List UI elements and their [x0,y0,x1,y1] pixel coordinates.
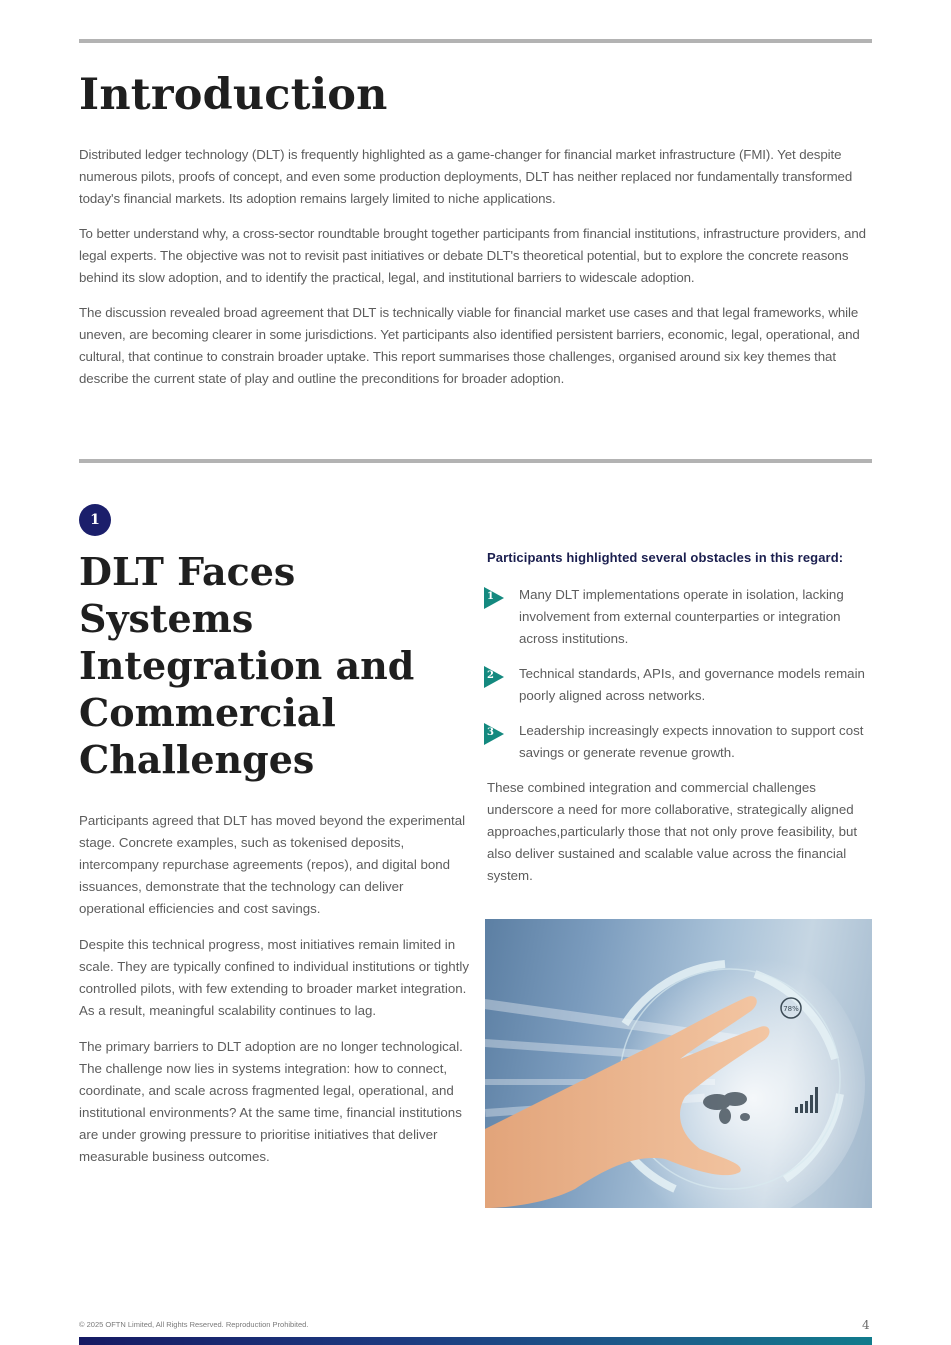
section-paragraph: Despite this technical progress, most initiatives remain limited in scale. They are typically confined to individual institutions or tightly controlled pilots, with few extending to broader market integration. As a result, meaningful scalability continues to lag. [79,937,469,1018]
obstacle-item [487,584,875,650]
intro-body [79,144,874,403]
page-number: 4 [862,1318,870,1332]
section-number-badge: 1 [79,504,111,536]
section-body-left [79,810,471,1182]
intro-paragraph: Distributed ledger technology (DLT) is frequently highlighted as a game-changer for financial market infrastructure (FMI). Yet despite numerous pilots, proofs of concept, and even some production deployments, DLT has neither replaced nor fundamentally transformed today's financial markets. Its adoption remains largely limited to niche applications. [79,147,853,206]
intro-paragraph: The discussion revealed broad agreement that DLT is technically viable for financial market use cases and that legal frameworks, while uneven, are becoming clearer in some jurisdictions. Yet participants also identified persistent barriers, economic, legal, operational, and cultural, that continue to constrain broader uptake. This report summarises those challenges, organised around six key themes that describe the current state of play and outline the preconditions for broader adoption. [79,305,860,386]
obstacle-text: Technical standards, APIs, and governance models remain poorly aligned across networks. [519,666,865,703]
obstacles-heading: Participants highlighted several obstacles in this regard: [487,550,844,565]
section-paragraph: The primary barriers to DLT adoption are no longer technological. The challenge now lies in systems integration: how to connect, coordinate, and scale across fragmented legal, operational, and institutional environments? At the same time, financial institutions are under growing pressure to prioritise initiatives that deliver measurable business outcomes. [79,1039,463,1164]
triangle-bullet-icon: 3 [484,723,504,745]
triangle-bullet-icon: 1 [484,587,504,609]
obstacle-item [487,663,875,707]
top-divider [79,39,872,43]
obstacle-text: Leadership increasingly expects innovation to support cost savings or generate revenue growth. [519,723,864,760]
intro-paragraph: To better understand why, a cross-sector roundtable brought together participants from financial institutions, infrastructure providers, and legal experts. The objective was not to revisit past initiatives or debate DLT's theoretical potential, but to explore the concrete reasons behind its slow adoption, and to identify the practical, legal, and institutional barriers to widescale adoption. [79,226,866,285]
footer-gradient-bar [79,1337,872,1345]
obstacles-summary: These combined integration and commercial challenges underscore a need for more collaborative, strategically aligned approaches,particularly those that not only prove feasibility, but also deliver sustained and scalable value across the financial system. [487,780,858,883]
footer-copyright: © 2025 OFTN Limited, All Rights Reserved. Reproduction Prohibited. [79,1320,309,1329]
triangle-bullet-icon: 2 [484,666,504,688]
section-title: DLT Faces Systems Integration and Commercial Challenges [79,549,415,782]
section-paragraph: Participants agreed that DLT has moved beyond the experimental stage. Concrete examples, such as tokenised deposits, intercompany repurchase agreements (repos), and digital bond issuances, demonstrate that the technology can deliver operational efficiencies and cost savings. [79,813,466,916]
obstacle-text: Many DLT implementations operate in isolation, lacking involvement from external counterparties or integration across institutions. [519,587,844,646]
obstacle-item [487,720,875,764]
svg-text:78%: 78% [783,1005,799,1013]
intro-title: Introduction [79,70,388,120]
obstacles-list [487,584,875,764]
hand-holographic-interface-image [485,919,872,1208]
section-body-right [487,548,875,887]
section-divider [79,459,872,463]
